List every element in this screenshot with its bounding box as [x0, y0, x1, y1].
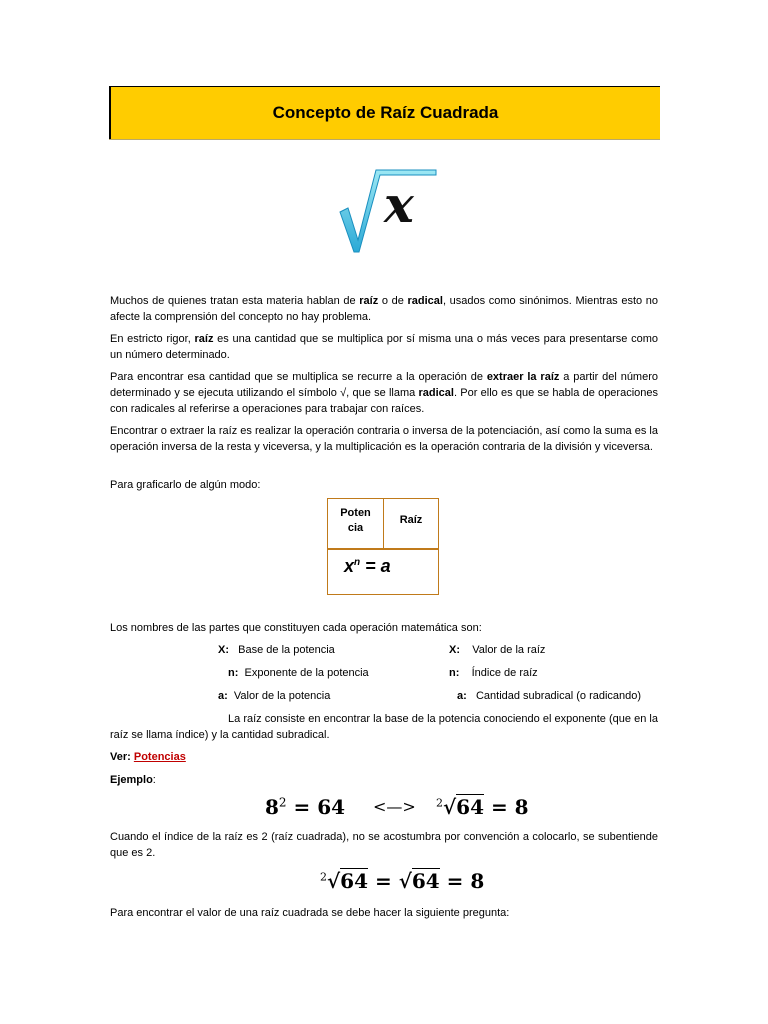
paragraph-3: Para encontrar esa cantidad que se multiplica se recurre a la operación de extraer la raíz a partir del número determinado y se ejecuta utilizando el símbolo √, que se llama radical. Por ello es que se habla de operaciones con radicales al referirse a operaciones para trabajar con raíces.	[110, 371, 659, 415]
paragraph-2: En estricto rigor, raíz es una cantidad que se multiplica por sí misma una o más veces para presentarse como un número determinado.	[110, 333, 658, 361]
equation-power: $8^2 = 64$	[265, 795, 346, 819]
power-root-table	[327, 498, 439, 595]
part-right-n: n: Índice de raíz	[449, 667, 538, 679]
power-formula: $x^n = a$	[344, 556, 391, 576]
table-formula-cell	[327, 548, 439, 595]
logo-variable: x	[384, 175, 414, 234]
page-title: Concepto de Raíz Cuadrada	[272, 103, 499, 122]
part-right-x: X: Valor de la raíz	[449, 644, 546, 656]
parts-intro: Los nombres de las partes que constituyen cada operación matemática son:	[110, 622, 482, 634]
equation-square-root: $^2$√64 = √64 = 8	[320, 869, 485, 893]
equivalence-arrow: <—>	[373, 797, 416, 816]
paragraph-1: Muchos de quienes tratan esta materia hablan de raíz o de radical, usados como sinónimos. Mientras esto no afecte la comprensión del concepto no hay problema.	[110, 295, 658, 323]
table-header-raiz: Raíz	[383, 498, 439, 549]
paragraph-4: Encontrar o extraer la raíz es realizar la operación contraria o inversa de la potenciación, así como la suma es la operación inversa de la resta y viceversa, y la multiplicación es la operación contraria de la división y viceversa.	[110, 425, 658, 453]
part-left-n: n: Exponente de la potencia	[228, 667, 369, 679]
equation-root: $^2$√64 = 8	[436, 795, 529, 819]
part-right-a: a: Cantidad subradical (o radicando)	[457, 690, 642, 702]
part-left-x: X: Base de la potencia	[218, 644, 335, 656]
title-banner	[109, 86, 660, 139]
example-label: Ejemplo:	[110, 774, 156, 786]
parts-explanation: La raíz consiste en encontrar la base de la potencia conociendo el exponente (que en la raíz se llama índice) y la cantidad subradical.	[110, 713, 658, 741]
closing-text: Para encontrar el valor de una raíz cuadrada se debe hacer la siguiente pregunta:	[110, 907, 510, 919]
paragraph-5: Para graficarlo de algún modo:	[110, 479, 261, 491]
table-header-potencia: Poten cia	[327, 498, 384, 549]
square-root-x-icon	[336, 160, 442, 260]
part-left-a: a: Valor de la potencia	[218, 690, 331, 702]
potencias-link[interactable]: Potencias	[133, 751, 186, 763]
index-note: Cuando el índice de la raíz es 2 (raíz cuadrada), no se acostumbra por convención a colocarlo, se subentiende que es 2.	[110, 831, 658, 859]
see-also: Ver: Potencias	[110, 751, 186, 763]
